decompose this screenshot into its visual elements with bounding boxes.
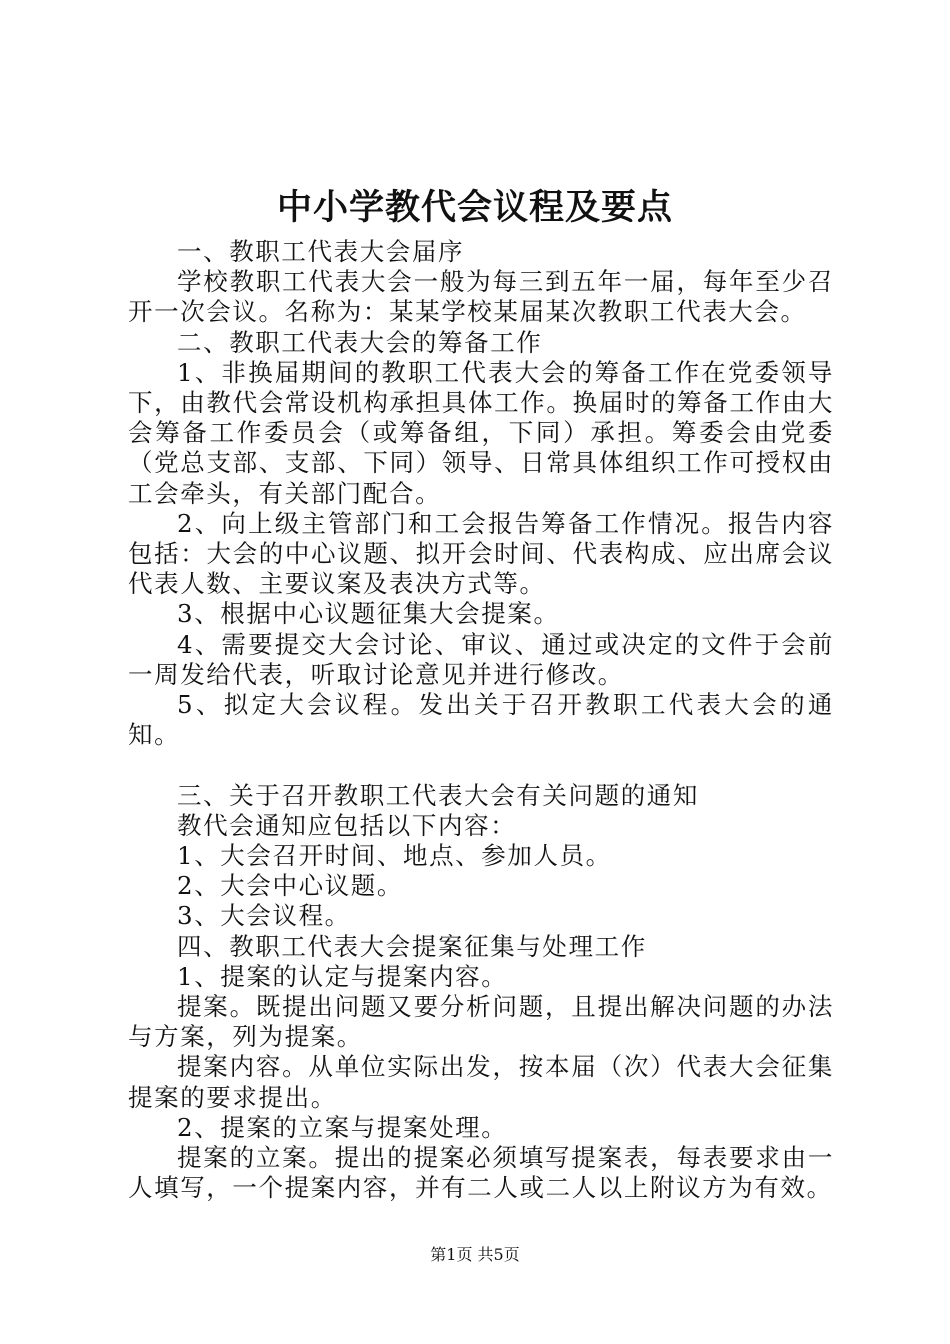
section-heading-2: 二、教职工代表大会的筹备工作 (177, 327, 543, 357)
paragraph: 教代会通知应包括以下内容： (177, 810, 517, 840)
paragraph: 1、大会召开时间、地点、参加人员。 (177, 841, 612, 871)
paragraph: 5、拟定大会议程。发出关于召开教职工代表大会的通知。 (128, 690, 834, 750)
paragraph: 3、根据中心议题征集大会提案。 (177, 599, 560, 629)
paragraph: 1、非换届期间的教职工代表大会的筹备工作在党委领导下，由教代会常设机构承担具体工作。换届时的筹备工作由大会筹备工作委员会（或筹备组，下同）承担。筹委会由党委（党总支部、支部、下同）领导、日常具体组织工作可授权由工会牵头，有关部门配合。 (128, 357, 834, 508)
paragraph: 2、向上级主管部门和工会报告筹备工作情况。报告内容包括：大会的中心议题、拟开会时间、代表构成、应出席会议代表人数、主要议案及表决方式等。 (128, 508, 834, 599)
section-heading-1: 一、教职工代表大会届序 (177, 237, 465, 266)
page-number: 第1页 共5页 (430, 1245, 520, 1264)
paragraph: 4、需要提交大会讨论、审议、通过或决定的文件于会前一周发给代表，听取讨论意见并进行修改。 (128, 629, 834, 689)
section-heading-4: 四、教职工代表大会提案征集与处理工作 (177, 931, 647, 961)
document-title: 中小学教代会议程及要点 (276, 187, 673, 228)
paragraph: 提案的立案。提出的提案必须填写提案表，每表要求由一人填写，一个提案内容，并有二人或二人以上附议方为有效。 (128, 1143, 834, 1203)
paragraph: 2、大会中心议题。 (177, 871, 403, 901)
paragraph: 学校教职工代表大会一般为每三到五年一届，每年至少召开一次会议。名称为：某某学校某届某次教职工代表大会。 (128, 267, 834, 327)
paragraph: 1、提案的认定与提案内容。 (177, 961, 508, 991)
paragraph: 提案。既提出问题又要分析问题，且提出解决问题的办法与方案，列为提案。 (128, 992, 834, 1052)
paragraph: 3、大会议程。 (177, 901, 351, 931)
paragraph: 2、提案的立案与提案处理。 (177, 1112, 508, 1142)
paragraph: 提案内容。从单位实际出发，按本届（次）代表大会征集提案的要求提出。 (128, 1052, 834, 1112)
blank-line (128, 750, 834, 780)
section-heading-3: 三、关于召开教职工代表大会有关问题的通知 (177, 780, 699, 810)
document-body (128, 237, 834, 1203)
